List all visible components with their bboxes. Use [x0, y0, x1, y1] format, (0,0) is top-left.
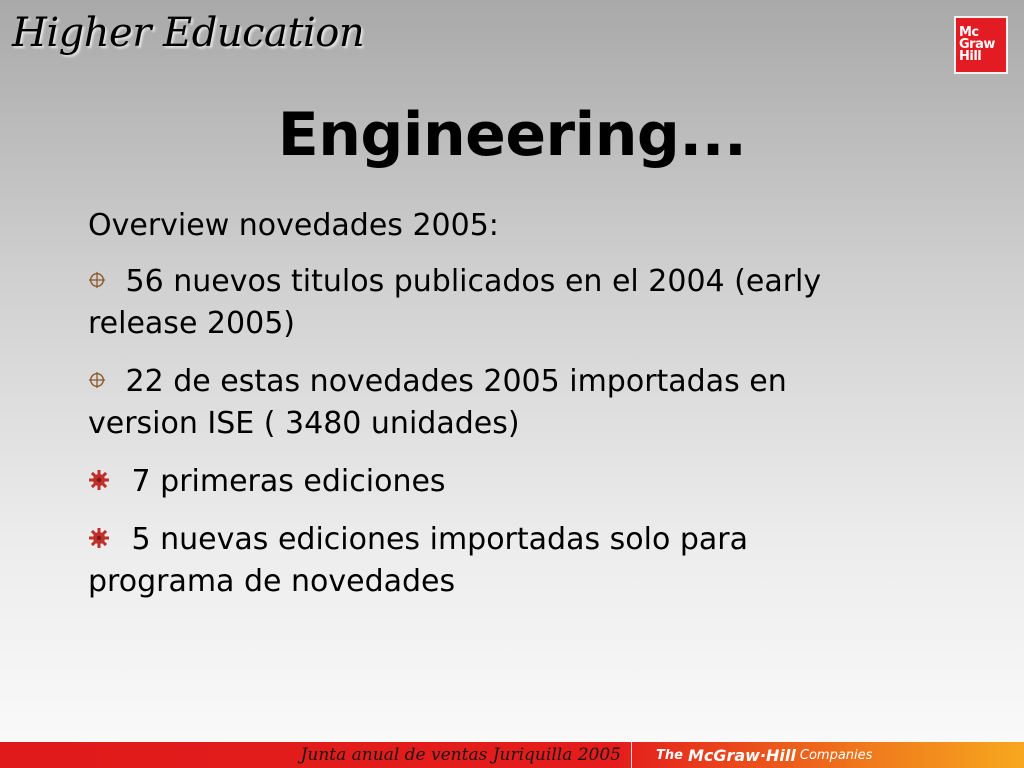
logo-line-mc: Mc	[959, 25, 979, 40]
logo-line-hill: Hill	[959, 49, 982, 64]
sub-bullet-item	[88, 519, 888, 603]
footer-company-name: McGraw·Hill	[687, 745, 796, 765]
bullet-item	[88, 261, 888, 345]
footer-event-label: Junta anual de ventas Juriquilla 2005	[300, 745, 621, 765]
footer-bar	[0, 742, 1024, 768]
gear-bullet-icon	[88, 527, 110, 549]
bullet-text: 22 de estas novedades 2005 importadas en version ISE ( 3480 unidades)	[88, 364, 787, 441]
sub-bullet-text: 5 nuevas ediciones importadas solo para programa de novedades	[88, 522, 748, 599]
footer-company-the: The	[656, 747, 683, 763]
gear-bullet-icon	[88, 469, 110, 491]
footer-company-suffix: Companies	[799, 747, 873, 763]
mcgraw-hill-logo	[954, 16, 1008, 74]
logo-line-graw: Graw	[959, 37, 995, 52]
sub-bullet-text: 7 primeras ediciones	[122, 464, 446, 499]
sub-bullet-item	[88, 461, 888, 503]
bullet-text: 56 nuevos titulos publicados en el 2004 (early release 2005)	[88, 264, 822, 341]
crosshair-bullet-icon	[88, 271, 106, 289]
footer-event	[0, 742, 632, 768]
overview-heading: Overview novedades 2005:	[88, 208, 499, 243]
bullet-item	[88, 361, 888, 445]
footer-company-logo	[656, 742, 872, 768]
slide-title: Engineering...	[277, 100, 747, 170]
brand-title: Higher Education	[12, 10, 365, 56]
crosshair-bullet-icon	[88, 371, 106, 389]
slide-content	[88, 205, 888, 619]
